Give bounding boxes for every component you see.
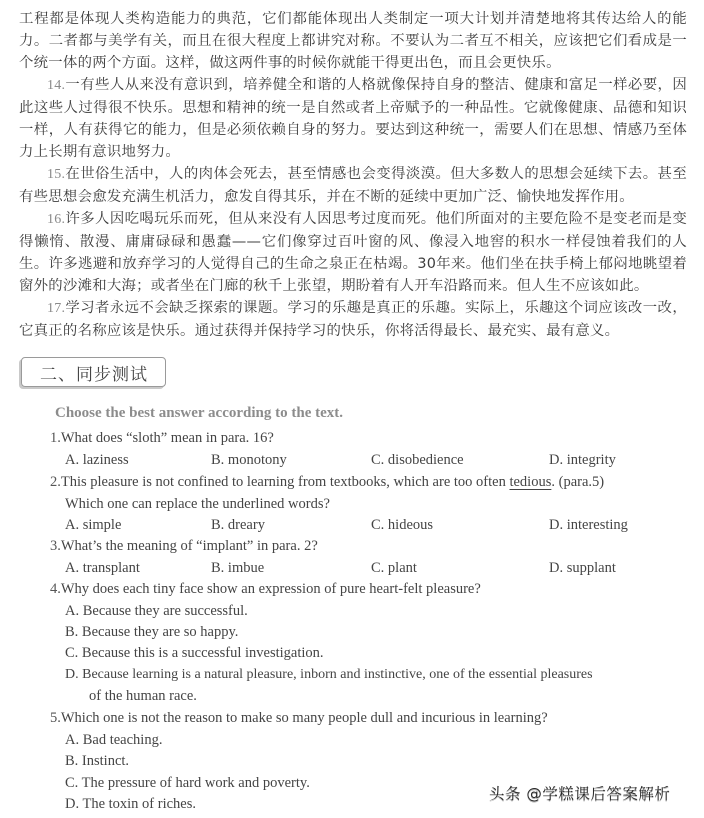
paragraph-number: 17. [47,301,66,316]
option-d[interactable]: D. integrity [549,452,616,468]
paragraph-number: 16. [47,212,66,227]
option-d[interactable]: D. The toxin of riches. [65,796,197,812]
question-number: 1. [50,430,61,446]
option-c[interactable]: C. hideous [371,517,434,533]
option-b[interactable]: B. imbue [211,560,265,576]
option-d[interactable]: D. supplant [549,560,616,576]
option-c[interactable]: C. disobedience [371,452,464,468]
section-header-box [21,357,166,387]
option-a[interactable]: A. laziness [65,452,129,468]
reading-passage [19,8,687,342]
option-d[interactable]: D. interesting [549,517,628,533]
option-c[interactable]: C. The pressure of hard work and poverty. [65,775,310,791]
paragraph-13-tail: 工程都是体现人类构造能力的典范，它们都能体现出人类制定一项大计划并清楚地将其传达给人的能力。二者都与美学有关，而且在很大程度上都讲究对称。不要认为二者互不相关，应该把它们看成是一个统一体的两个方面。这样，做这两件事的时候你就能干得更出色，而且会更快乐。 [19,11,687,71]
question-stem: What’s the meaning of “implant” in para. 2? [60,538,318,554]
option-d-continued: of the human race. [89,688,197,704]
option-b[interactable]: B. dreary [211,517,265,533]
instruction: Choose the best answer according to the text. [55,405,344,421]
question-2-line2: Which one can replace the underlined words? [65,496,330,512]
question-number: 4. [50,581,61,597]
question-stem: What does “sloth” mean in para. 16? [60,430,274,446]
question-number: 3. [50,538,61,554]
question-5 [50,710,548,727]
question-3 [50,538,318,555]
option-b[interactable]: B. Instinct. [65,753,130,769]
option-a[interactable]: A. Bad teaching. [65,732,163,748]
question-stem: Which one is not the reason to make so many people dull and incurious in learning? [60,710,548,726]
watermark: 头条 @学糕课后答案解析 [489,785,671,803]
section-title: 二、同步测试 [40,364,148,385]
option-c[interactable]: C. Because this is a successful investigation. [65,645,324,661]
paragraph-number: 14. [47,78,66,93]
option-b[interactable]: B. monotony [211,452,287,468]
question-1 [50,430,274,447]
option-c[interactable]: C. plant [371,560,417,576]
option-a[interactable]: A. simple [65,517,122,533]
question-2: 2.This pleasure is not confined to learning from textbooks, which are too often tedious. (para.5) [50,474,605,490]
underlined-word: tedious [509,474,552,490]
paragraph-17: 17.学习者永远不会缺乏探索的课题。学习的乐趣是真正的乐趣。实际上，乐趣这个词应该改一改，它真正的名称应该是快乐。通过获得并保持学习的快乐，你将活得最长、最充实、最有意义。 [19,300,687,339]
question-4 [50,581,481,598]
option-a[interactable]: A. Because they are successful. [65,603,248,619]
option-d[interactable]: D. Because learning is a natural pleasure, inborn and instinctive, one of the essential pleasures [65,667,593,682]
question-stem: Why does each tiny face show an expression of pure heart-felt pleasure? [60,581,481,597]
question-number: 2. [50,474,61,490]
paragraph-15: 15.在世俗生活中，人的肉体会死去，甚至情感也会变得淡漠。但大多数人的思想会延续下去。甚至有些思想会愈发充满生机活力，愈发自得其乐，并在不断的延续中更加广泛、愉快地发挥作用。 [19,166,687,205]
paragraph-16: 16.许多人因吃喝玩乐而死，但从来没有人因思考过度而死。他们所面对的主要危险不是变老而是变得懒惰、散漫、庸庸碌碌和愚蠢——它们像穿过百叶窗的风、像浸入地窖的积水一样侵蚀着我们的人生。许多逃避和放弃学习的人觉得自己的生命之泉正在枯竭。30年来。他们坐在扶手椅上郁闷地眺望着窗外的沙滩和大海；或者坐在门廊的秋千上张望，期盼着有人开车沿路而来。但人生不应该如此。 [19,211,687,294]
question-number: 5. [50,710,61,726]
paragraph-number: 15. [47,167,66,182]
paragraph-14: 14.一有些人从来没有意识到，培养健全和谐的人格就像保持自身的整洁、健康和富足一样必要，因此这些人过得很不快乐。思想和精神的统一是自然或者上帝赋予的一种品性。它就像健康、品德和知识一样，人有获得它的能力，但是必须依赖自身的努力。要达到这种统一，需要人们在思想、情感乃至体力上长期有意识地努力。 [19,77,687,160]
option-b[interactable]: B. Because they are so happy. [65,624,239,640]
option-a[interactable]: A. transplant [65,560,140,576]
